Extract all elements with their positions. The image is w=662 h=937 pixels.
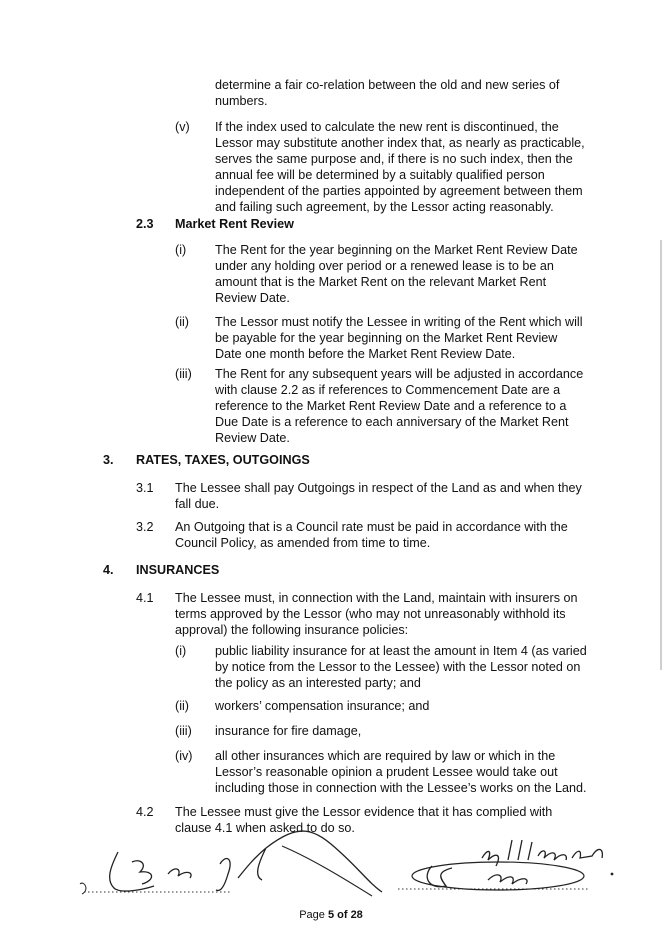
clause-text: An Outgoing that is a Council rate must be paid in accordance with the Council Policy, as amended from time to time. bbox=[175, 520, 568, 550]
item-text: all other insurances which are required by law or which in the Lessor’s reasonable opinion a prudent Lessee would take out including those in connection with the Lessee’s works on the Land. bbox=[215, 749, 587, 795]
continued-paragraph: determine a fair co-relation between the old and new series of numbers. bbox=[215, 78, 560, 108]
clause-number: 4.1 bbox=[136, 591, 154, 605]
clause-text: The Lessee must, in connection with the Land, maintain with insurers on terms approved by the Lessor (who may not unreasonably withhold its approval) the following insurance policies: bbox=[175, 591, 578, 637]
item-number: (i) bbox=[175, 243, 187, 257]
footer-current-page: 5 bbox=[327, 909, 335, 921]
section-number: 4. bbox=[103, 563, 114, 577]
footer-separator: of bbox=[334, 909, 351, 921]
footer-prefix: Page bbox=[299, 909, 328, 921]
clause-number: 2.3 bbox=[136, 217, 154, 231]
item-number: (iii) bbox=[175, 367, 192, 381]
right-signature bbox=[392, 836, 632, 898]
item-text: workers’ compensation insurance; and bbox=[215, 699, 430, 713]
section-number: 3. bbox=[103, 453, 114, 467]
item-text: The Rent for the year beginning on the Market Rent Review Date under any holding over period or a renewed lease is to be an amount that is the Market Rent on the relevant Market Rent Review Date. bbox=[215, 243, 578, 305]
item-text: The Lessor must notify the Lessee in writing of the Rent which will be payable for the year beginning on the Market Rent Review Date one month before the Market Rent Review Date. bbox=[215, 315, 583, 361]
clause-text: The Lessee must give the Lessor evidence that it has complied with clause 4.1 when asked to do so. bbox=[175, 805, 553, 835]
item-text: public liability insurance for at least the amount in Item 4 (as varied by notice from the Lessor to the Lessee) with the Lessor noted on the policy as an interested party; and bbox=[215, 644, 587, 690]
clause-text: The Lessee shall pay Outgoings in respect of the Land as and when they fall due. bbox=[175, 481, 582, 511]
clause-heading: Market Rent Review bbox=[175, 217, 294, 231]
clause-number: 3.1 bbox=[136, 481, 154, 495]
item-text: insurance for fire damage, bbox=[215, 724, 362, 738]
item-text: If the index used to calculate the new rent is discontinued, the Lessor may substitute another index that, as nearly as practicable, serves the same purpose and, if there is no such index, then the annual fee will be determined by a suitably qualified person independent of the parties appointed by agreement between them and failing such agreement, by the Lessor acting reasonably. bbox=[215, 120, 585, 214]
item-number: (ii) bbox=[175, 315, 189, 329]
section-heading: RATES, TAXES, OUTGOINGS bbox=[136, 453, 310, 467]
clause-number: 4.2 bbox=[136, 805, 154, 819]
item-number: (ii) bbox=[175, 699, 189, 713]
item-number: (iv) bbox=[175, 749, 193, 763]
left-signature bbox=[70, 818, 390, 898]
clause-number: 3.2 bbox=[136, 520, 154, 534]
item-text: The Rent for any subsequent years will be adjusted in accordance with clause 2.2 as if references to Commencement Date are a reference to the Market Rent Review Date and a reference to a Due Date is a reference to each anniversary of the Market Rent Review Date. bbox=[215, 367, 584, 445]
page-footer bbox=[0, 907, 662, 923]
footer-total-pages: 28 bbox=[350, 909, 363, 921]
item-number: (iii) bbox=[175, 724, 192, 738]
item-number: (i) bbox=[175, 644, 187, 658]
item-number: (v) bbox=[175, 120, 190, 134]
section-heading: INSURANCES bbox=[136, 563, 220, 577]
